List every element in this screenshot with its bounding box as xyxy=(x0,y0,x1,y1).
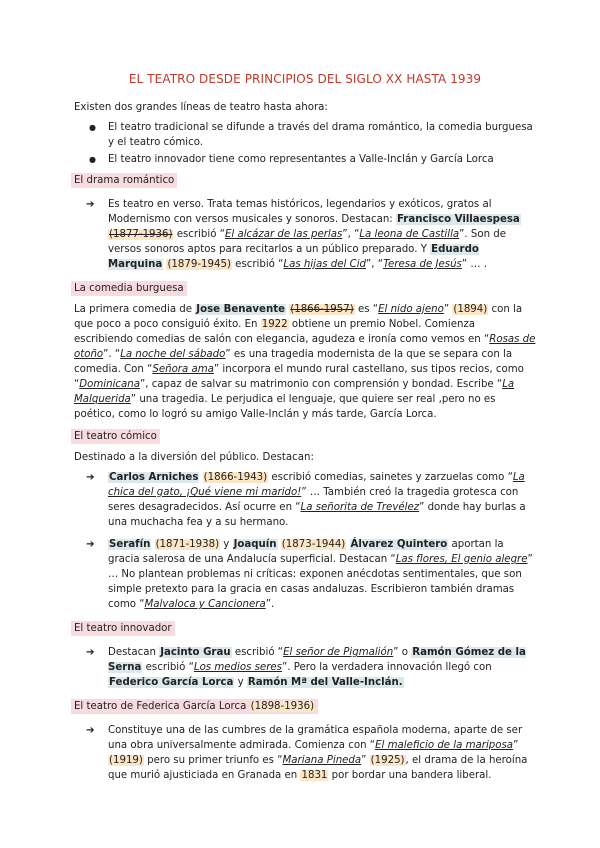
work-title: El maleficio de la mariposa xyxy=(375,740,514,751)
date: (1879-1945) xyxy=(167,259,231,270)
work-title: La leona de Castilla xyxy=(359,229,460,240)
date: (1919) xyxy=(109,755,143,766)
section-heading-lorca: El teatro de Federica García Lorca (1898-1936) xyxy=(71,699,318,714)
list-item: ➔ Constituye una de las cumbres de la gramática española moderna, aparte de ser una obra universalmente admirada. Comienza con “El maleficio de la mariposa” (1919) pero su primer triunfo es “Mariana Pineda” (1925), el drama de la heroína que murió ajusticiada en Granada en 1831 por bordar una bandera liberal. xyxy=(86,725,528,781)
page-title: EL TEATRO DESDE PRINCIPIOS DEL SIGLO XX HASTA 1939 xyxy=(128,72,482,86)
list-item: ➔ Serafín (1871-1938) y Joaquín (1873-1944) Álvarez Quintero aportan la gracia salerosa de una Andalucía superficial. Destacan “Las flores, El genio alegre” … No plantean problemas ni críticas: exponen anécdotas sentimentales, que son simple pretexto para la gracia en casas andaluzas. Escribieron también dramas como “Malvaloca y Cancionera”. xyxy=(86,539,533,610)
author-name: Francisco Villaespesa xyxy=(396,214,520,225)
author-name: Joaquín xyxy=(233,539,277,550)
arrow-icon: ➔ xyxy=(86,472,95,483)
work-title: Rosas de otoño xyxy=(74,334,536,360)
date: (1866-1957) xyxy=(290,304,354,315)
arrow-icon: ➔ xyxy=(86,199,95,210)
date: (1898-1936) xyxy=(250,701,315,712)
work-title: La noche del sábado xyxy=(120,349,226,360)
author-name: Álvarez Quintero xyxy=(350,539,448,550)
arrow-icon: ➔ xyxy=(86,725,95,736)
section-heading-drama: El drama romántico xyxy=(71,173,177,188)
author-name: Federico García Lorca xyxy=(109,677,234,688)
intro-text: Existen dos grandes líneas de teatro hasta ahora: xyxy=(74,102,328,113)
intro-list xyxy=(74,120,536,167)
author-name: Serafín xyxy=(109,539,151,550)
work-title: El señor de Pigmalión xyxy=(283,647,394,658)
list-item: ➔ Destacan Jacinto Grau escribió “El señor de Pigmalión” o Ramón Gómez de la Serna escribió “Los medios seres”. Pero la verdadera innovación llegó con Federico García Lorca y Ramón Mª del Valle-Inclán. xyxy=(86,647,526,688)
document-page xyxy=(74,72,536,790)
lorca-list xyxy=(74,723,536,783)
comedia-paragraph: La primera comedia de Jose Benavente (1866-1957) es “El nido ajeno” (1894) con la que poco a poco consiguió éxito. En 1922 obtiene un premio Nobel. Comienza escribiendo comedias de salón con elegancia, agudeza e ironía como vemos en “Rosas de otoño”. “La noche del sábado” es una tragedia modernista de la que se separa con la comedia. Con “Señora ama” incorpora el mundo rural castellano, sus tipos recios, como “Dominicana”, capaz de salvar su matrimonio con comprensión y bondad. Escribe “La Malquerida” una tragedia. Le perjudica el lenguaje, que quiere ser real ,pero no es poético, como lo logró su amigo Valle-Inclán y más tarde, García Lorca. xyxy=(74,304,536,420)
arrow-icon: ➔ xyxy=(86,539,95,550)
innovador-list xyxy=(74,645,536,690)
author-name: Carlos Arniches xyxy=(109,472,199,483)
date: (1894) xyxy=(453,304,488,315)
drama-list xyxy=(74,197,536,272)
section-heading-comico: El teatro cómico xyxy=(71,429,160,444)
date: 1831 xyxy=(301,770,328,781)
work-title: El alcázar de las perlas xyxy=(224,229,343,240)
work-title: Malvaloca y Cancionera xyxy=(144,599,266,610)
work-title: Dominicana xyxy=(79,379,140,390)
section-heading-comedia: La comedia burguesa xyxy=(71,281,187,296)
work-title: La chica del gato, ¡Qué viene mi marido! xyxy=(108,472,525,498)
work-title: La señorita de Trevélez xyxy=(300,502,420,513)
list-item: ● El teatro tradicional se difunde a través del drama romántico, la comedia burguesa y el teatro cómico. xyxy=(74,120,536,150)
work-title: Mariana Pineda xyxy=(282,755,362,766)
author-name: Ramón Mª del Valle-Inclán. xyxy=(247,677,403,688)
arrow-icon: ➔ xyxy=(86,647,95,658)
list-item: ➔ Es teatro en verso. Trata temas históricos, legendarios y exóticos, gratos al Modernismo con versos musicales y sonoros. Destacan: Francisco Villaespesa (1877-1936) escribió “El alcázar de las perlas”, “La leona de Castilla”. Son de versos sonoros aptos para recitarlos a un público preparado. Y Eduardo Marquina (1879-1945) escribió “Las hijas del Cid”, “Teresa de Jesús” … . xyxy=(86,199,520,270)
author-name: Jose Benavente xyxy=(196,304,285,315)
work-title: Los medios seres xyxy=(193,662,282,673)
list-item: ● El teatro innovador tiene como representantes a Valle-Inclán y García Lorca xyxy=(74,152,536,167)
list-item: ➔ Carlos Arniches (1866-1943) escribió comedias, sainetes y zarzuelas como “La chica del gato, ¡Qué viene mi marido!” … También creó la tragedia grotesca con seres desagradecidos. Así ocurre en “La señorita de Trevélez” donde hay burlas a una muchacha fea y a su hermano. xyxy=(86,472,526,528)
work-title: La Malquerida xyxy=(74,379,515,405)
work-title: Teresa de Jesús xyxy=(383,259,462,270)
author-name: Jacinto Grau xyxy=(160,647,231,658)
section-heading-innovador: El teatro innovador xyxy=(71,621,175,636)
work-title: Las flores, El genio alegre xyxy=(395,554,528,565)
work-title: El nido ajeno xyxy=(378,304,444,315)
author-name: Eduardo Marquina xyxy=(108,244,479,270)
date: 1922 xyxy=(261,319,288,330)
date: (1866-1943) xyxy=(203,472,268,483)
work-title: Las hijas del Cid xyxy=(283,259,367,270)
date: (1877-1936) xyxy=(109,229,173,240)
date: (1873-1944) xyxy=(281,539,346,550)
author-name: Ramón Gómez de la Serna xyxy=(108,647,526,673)
date: (1871-1938) xyxy=(155,539,220,550)
comico-list xyxy=(74,470,536,612)
date: (1925) xyxy=(370,755,405,766)
work-title: Señora ama xyxy=(152,364,214,375)
comico-intro: Destinado a la diversión del público. Destacan: xyxy=(74,452,314,463)
